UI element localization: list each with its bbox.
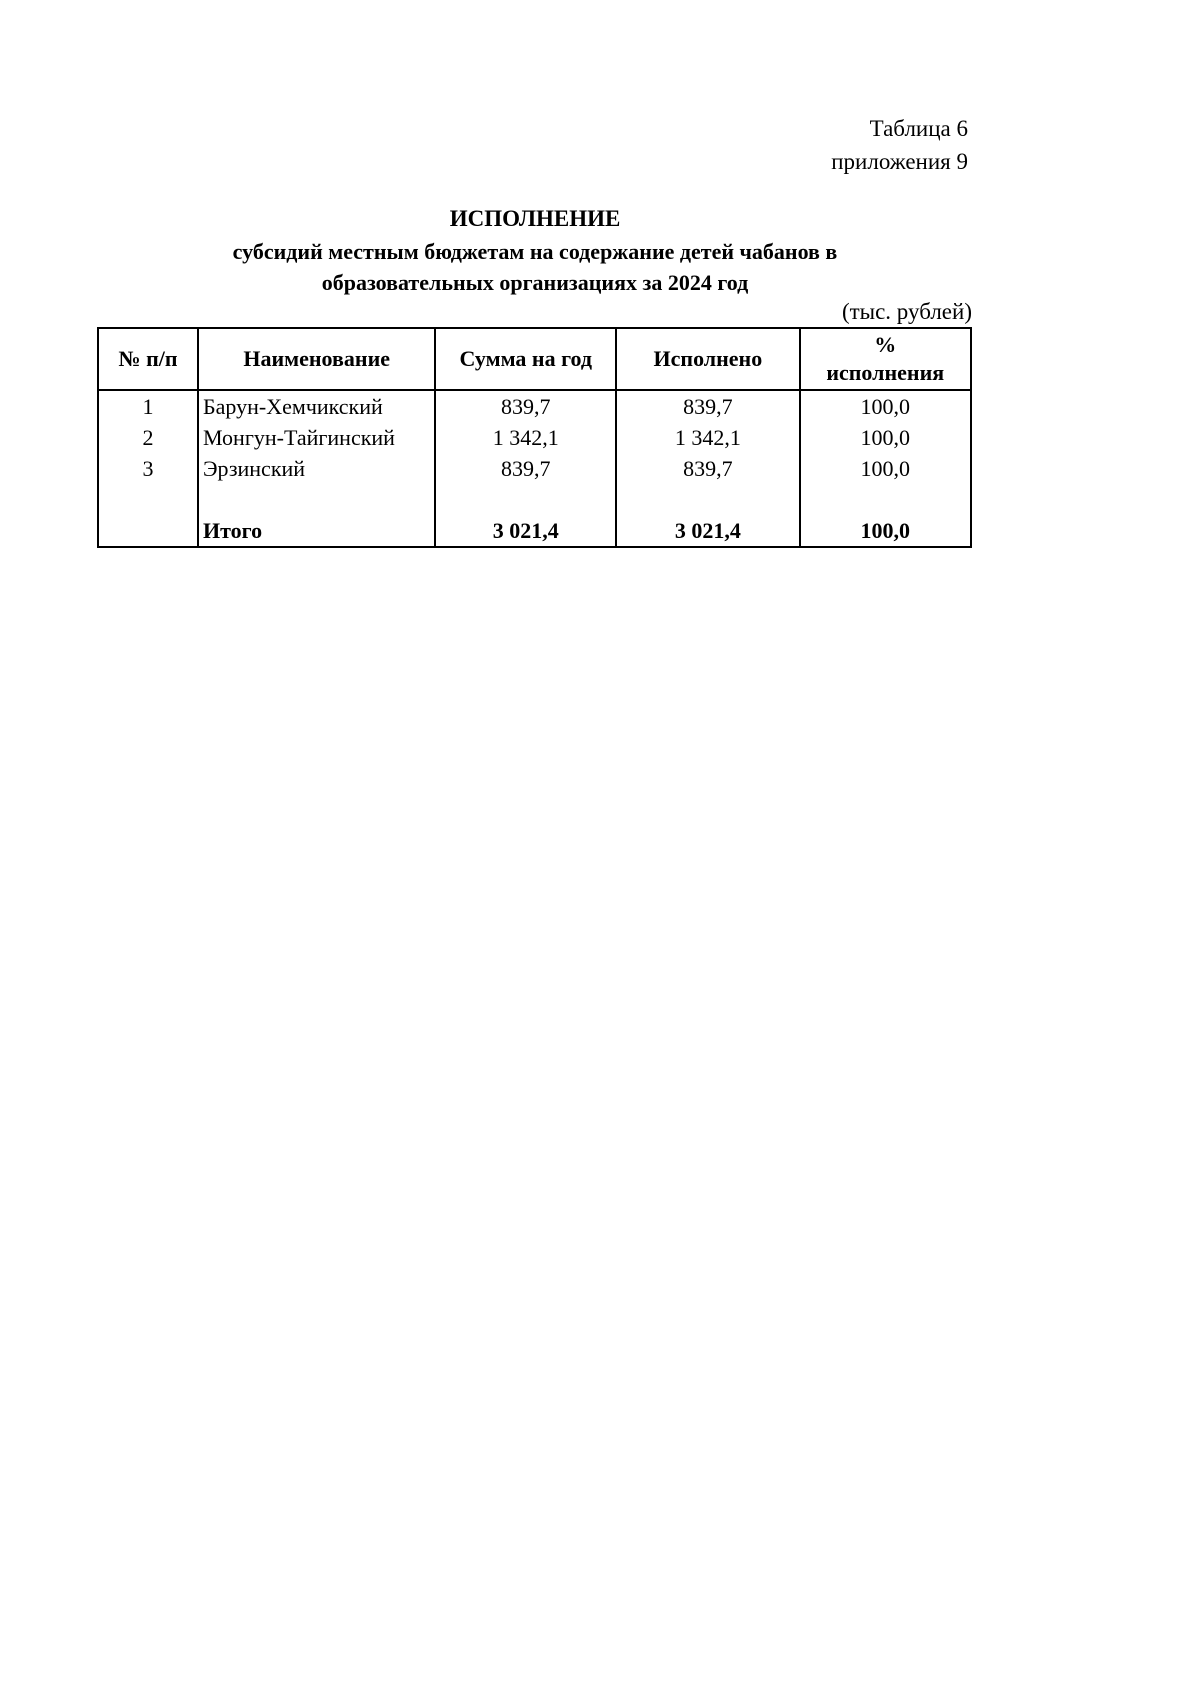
appendix-number: приложения 9 — [831, 149, 968, 174]
header-executed: Исполнено — [616, 328, 799, 390]
header-percent-word: исполнения — [826, 360, 945, 385]
table-row — [98, 422, 971, 453]
row-name: Монгун-Тайгинский — [198, 422, 435, 453]
row-num: 1 — [98, 390, 198, 422]
table-total-row — [98, 515, 971, 547]
row-executed: 839,7 — [616, 390, 799, 422]
units-label: (тыс. рублей) — [841, 299, 972, 324]
subtitle-line-1: субсидий местным бюджетам на содержание детей чабанов в — [232, 239, 838, 264]
table-row — [98, 453, 971, 484]
header-plan: Сумма на год — [435, 328, 616, 390]
row-name: Эрзинский — [198, 453, 435, 484]
row-percent: 100,0 — [800, 422, 972, 453]
subtitle-line-2: образовательных организациях за 2024 год — [321, 270, 749, 295]
document-title: ИСПОЛНЕНИЕ — [449, 206, 621, 231]
row-plan: 839,7 — [435, 453, 616, 484]
header-percent-symbol: % — [874, 332, 897, 357]
table-header-row — [98, 328, 971, 390]
row-plan: 839,7 — [435, 390, 616, 422]
execution-table — [97, 327, 972, 548]
table-number: Таблица 6 — [869, 116, 968, 141]
header-num: № п/п — [98, 328, 198, 390]
document-subtitle — [180, 236, 890, 298]
total-label: Итого — [198, 515, 435, 547]
row-executed: 839,7 — [616, 453, 799, 484]
row-name: Барун-Хемчикский — [198, 390, 435, 422]
total-percent: 100,0 — [800, 515, 972, 547]
header-percent — [800, 328, 972, 390]
row-percent: 100,0 — [800, 453, 972, 484]
table-reference — [831, 112, 968, 178]
row-percent: 100,0 — [800, 390, 972, 422]
total-executed: 3 021,4 — [616, 515, 799, 547]
row-executed: 1 342,1 — [616, 422, 799, 453]
row-plan: 1 342,1 — [435, 422, 616, 453]
header-name: Наименование — [198, 328, 435, 390]
row-num: 3 — [98, 453, 198, 484]
total-plan: 3 021,4 — [435, 515, 616, 547]
table-row — [98, 390, 971, 422]
table-spacer-row — [98, 484, 971, 515]
row-num: 2 — [98, 422, 198, 453]
